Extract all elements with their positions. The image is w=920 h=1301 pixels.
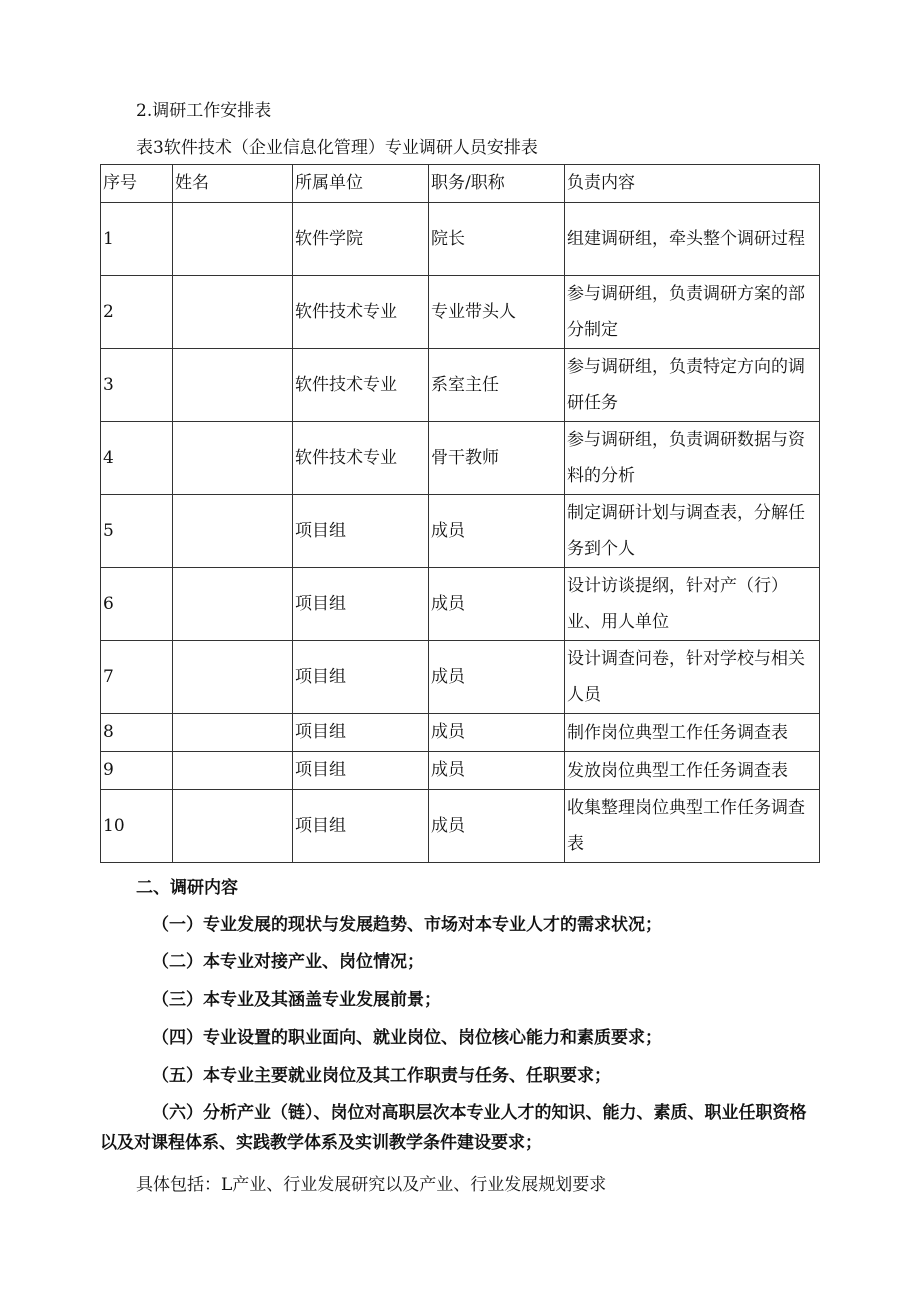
table-row — [101, 790, 820, 863]
table-row — [101, 276, 820, 349]
table-row — [101, 203, 820, 276]
cell-unit: 项目组 — [293, 752, 429, 790]
cell-unit: 项目组 — [293, 790, 429, 863]
cell-unit: 软件技术专业 — [293, 349, 429, 422]
cell-duty: 制定调研计划与调查表，分解任务到个人 — [565, 495, 820, 568]
cell-name — [173, 495, 293, 568]
header-no: 序号 — [101, 165, 173, 203]
cell-duty: 组建调研组，牵头整个调研过程 — [565, 203, 820, 276]
cell-unit: 项目组 — [293, 714, 429, 752]
cell-no: 3 — [101, 349, 173, 422]
cell-no: 6 — [101, 568, 173, 641]
cell-duty: 参与调研组，负责特定方向的调研任务 — [565, 349, 820, 422]
table-header-row — [101, 165, 820, 203]
cell-name — [173, 714, 293, 752]
cell-duty: 参与调研组，负责调研数据与资料的分析 — [565, 422, 820, 495]
table-row — [101, 568, 820, 641]
cell-unit: 项目组 — [293, 641, 429, 714]
closing-line: 具体包括：L产业、行业发展研究以及产业、行业发展规划要求 — [136, 1175, 607, 1195]
table-row — [101, 641, 820, 714]
cell-title: 成员 — [429, 568, 565, 641]
header-name: 姓名 — [173, 165, 293, 203]
cell-duty: 参与调研组，负责调研方案的部分制定 — [565, 276, 820, 349]
cell-title: 成员 — [429, 752, 565, 790]
cell-duty: 发放岗位典型工作任务调查表 — [565, 752, 820, 790]
cell-unit: 软件技术专业 — [293, 422, 429, 495]
content-item-wrapped: （六）分析产业（链）、岗位对高职层次本专业人才的知识、能力、素质、职业任职资格以及对课程体系、实践教学体系及实训教学条件建设要求； — [100, 1103, 807, 1153]
cell-unit: 软件学院 — [293, 203, 429, 276]
table-caption: 表3软件技术（企业信息化管理）专业调研人员安排表 — [136, 138, 538, 158]
staff-table — [100, 164, 820, 863]
cell-unit: 项目组 — [293, 568, 429, 641]
header-title: 职务/职称 — [429, 165, 565, 203]
table-row — [101, 349, 820, 422]
cell-title: 成员 — [429, 790, 565, 863]
content-heading: 二、调研内容 — [136, 878, 238, 898]
section-heading: 2.调研工作安排表 — [136, 101, 272, 121]
cell-title: 专业带头人 — [429, 276, 565, 349]
cell-title: 成员 — [429, 714, 565, 752]
cell-title: 系室主任 — [429, 349, 565, 422]
cell-name — [173, 752, 293, 790]
cell-name — [173, 276, 293, 349]
cell-no: 9 — [101, 752, 173, 790]
cell-duty: 设计调查问卷，针对学校与相关人员 — [565, 641, 820, 714]
content-item: （二）本专业对接产业、岗位情况； — [152, 952, 424, 972]
cell-title: 成员 — [429, 641, 565, 714]
cell-name — [173, 203, 293, 276]
cell-name — [173, 790, 293, 863]
cell-no: 2 — [101, 276, 173, 349]
cell-no: 1 — [101, 203, 173, 276]
cell-duty: 设计访谈提纲，针对产（行）业、用人单位 — [565, 568, 820, 641]
content-item: （一）专业发展的现状与发展趋势、市场对本专业人才的需求状况； — [152, 915, 662, 935]
cell-duty: 制作岗位典型工作任务调查表 — [565, 714, 820, 752]
table-row — [101, 495, 820, 568]
table-row — [101, 422, 820, 495]
cell-no: 7 — [101, 641, 173, 714]
cell-no: 8 — [101, 714, 173, 752]
cell-duty: 收集整理岗位典型工作任务调查表 — [565, 790, 820, 863]
cell-no: 4 — [101, 422, 173, 495]
cell-no: 10 — [101, 790, 173, 863]
cell-no: 5 — [101, 495, 173, 568]
cell-name — [173, 568, 293, 641]
cell-name — [173, 349, 293, 422]
cell-name — [173, 641, 293, 714]
header-unit: 所属单位 — [293, 165, 429, 203]
content-item: （三）本专业及其涵盖专业发展前景； — [152, 990, 441, 1010]
table-row — [101, 714, 820, 752]
cell-title: 成员 — [429, 495, 565, 568]
header-duty: 负责内容 — [565, 165, 820, 203]
table-row — [101, 752, 820, 790]
cell-title: 院长 — [429, 203, 565, 276]
cell-unit: 项目组 — [293, 495, 429, 568]
cell-title: 骨干教师 — [429, 422, 565, 495]
cell-unit: 软件技术专业 — [293, 276, 429, 349]
cell-name — [173, 422, 293, 495]
content-item: （四）专业设置的职业面向、就业岗位、岗位核心能力和素质要求； — [152, 1028, 662, 1048]
content-item: （五）本专业主要就业岗位及其工作职责与任务、任职要求； — [152, 1066, 611, 1086]
